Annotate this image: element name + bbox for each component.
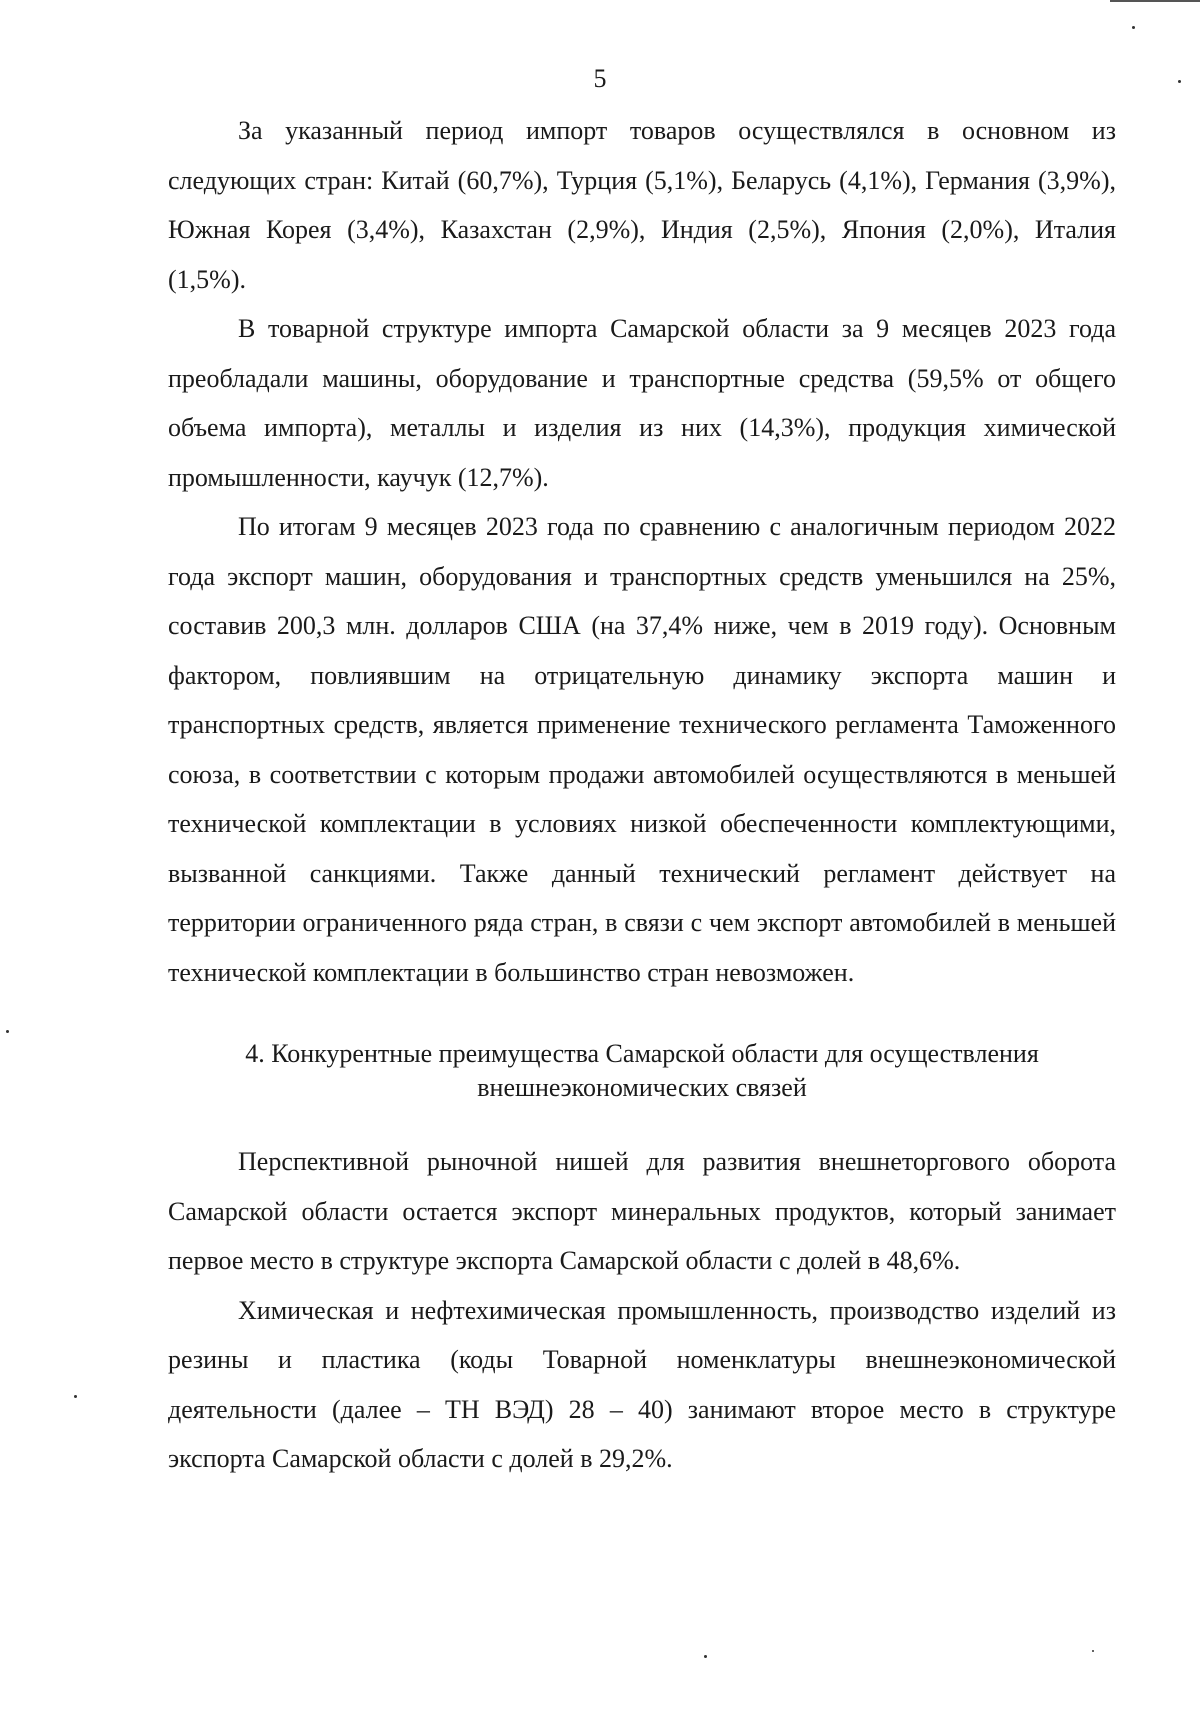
- scan-speck: [6, 1030, 9, 1033]
- section-heading: [168, 1037, 1116, 1105]
- scan-speck: [704, 1655, 707, 1658]
- section-heading-line-1: 4. Конкурентные преимущества Самарской области для осуществления: [245, 1039, 1039, 1068]
- scan-edge-line: [1110, 0, 1200, 2]
- scan-speck: [1178, 80, 1181, 83]
- paragraph-export-machinery: По итогам 9 месяцев 2023 года по сравнению с аналогичным периодом 2022 года экспорт машин, оборудования и транспортных средств уменьшился на 25%, составив 200,3 млн. долларов США (на 37,4% ниже, чем в 2019 году). Основным фактором, повлиявшим на отрицательную динамику экспорта машин и транспортных средств, является применение технического регламента Таможенного союза, в соответствии с которым продажи автомобилей осуществляются в меньшей технической комплектации в условиях низкой обеспеченности комплектующими, вызванной санкциями. Также данный технический регламент действует на территории ограниченного ряда стран, в связи с чем экспорт автомобилей в меньшей технической комплектации в большинство стран невозможен.: [168, 512, 1116, 987]
- section-heading-line-2: внешнеэкономических связей: [477, 1073, 807, 1102]
- scan-speck: [74, 1395, 77, 1398]
- page-number: 5: [593, 64, 607, 93]
- paragraph-import-structure: В товарной структуре импорта Самарской области за 9 месяцев 2023 года преобладали машины, оборудование и транспортные средства (59,5% от общего объема импорта), металлы и изделия из них (14,3%), продукция химической промышленности, каучук (12,7%).: [168, 314, 1116, 492]
- paragraph-chemical-industry: Химическая и нефтехимическая промышленность, производство изделий из резины и пластика (коды Товарной номенклатуры внешнеэкономической деятельности (далее – ТН ВЭД) 28 – 40) занимают второе место в структуре экспорта Самарской области с долей в 29,2%.: [168, 1295, 1116, 1473]
- scan-speck: [1092, 1650, 1094, 1652]
- paragraph-mineral-export: Перспективной рыночной нишей для развития внешнеторгового оборота Самарской области остается экспорт минеральных продуктов, который занимает первое место в структуре экспорта Самарской области с долей в 48,6%.: [168, 1147, 1116, 1275]
- document-body: [168, 106, 1116, 1484]
- scan-speck: [1132, 26, 1135, 29]
- paragraph-import-countries: За указанный период импорт товаров осуществлялся в основном из следующих стран: Китай (60,7%), Турция (5,1%), Беларусь (4,1%), Германия (3,9%), Южная Корея (3,4%), Казахстан (2,9%), Индия (2,5%), Япония (2,0%), Италия (1,5%).: [168, 116, 1116, 294]
